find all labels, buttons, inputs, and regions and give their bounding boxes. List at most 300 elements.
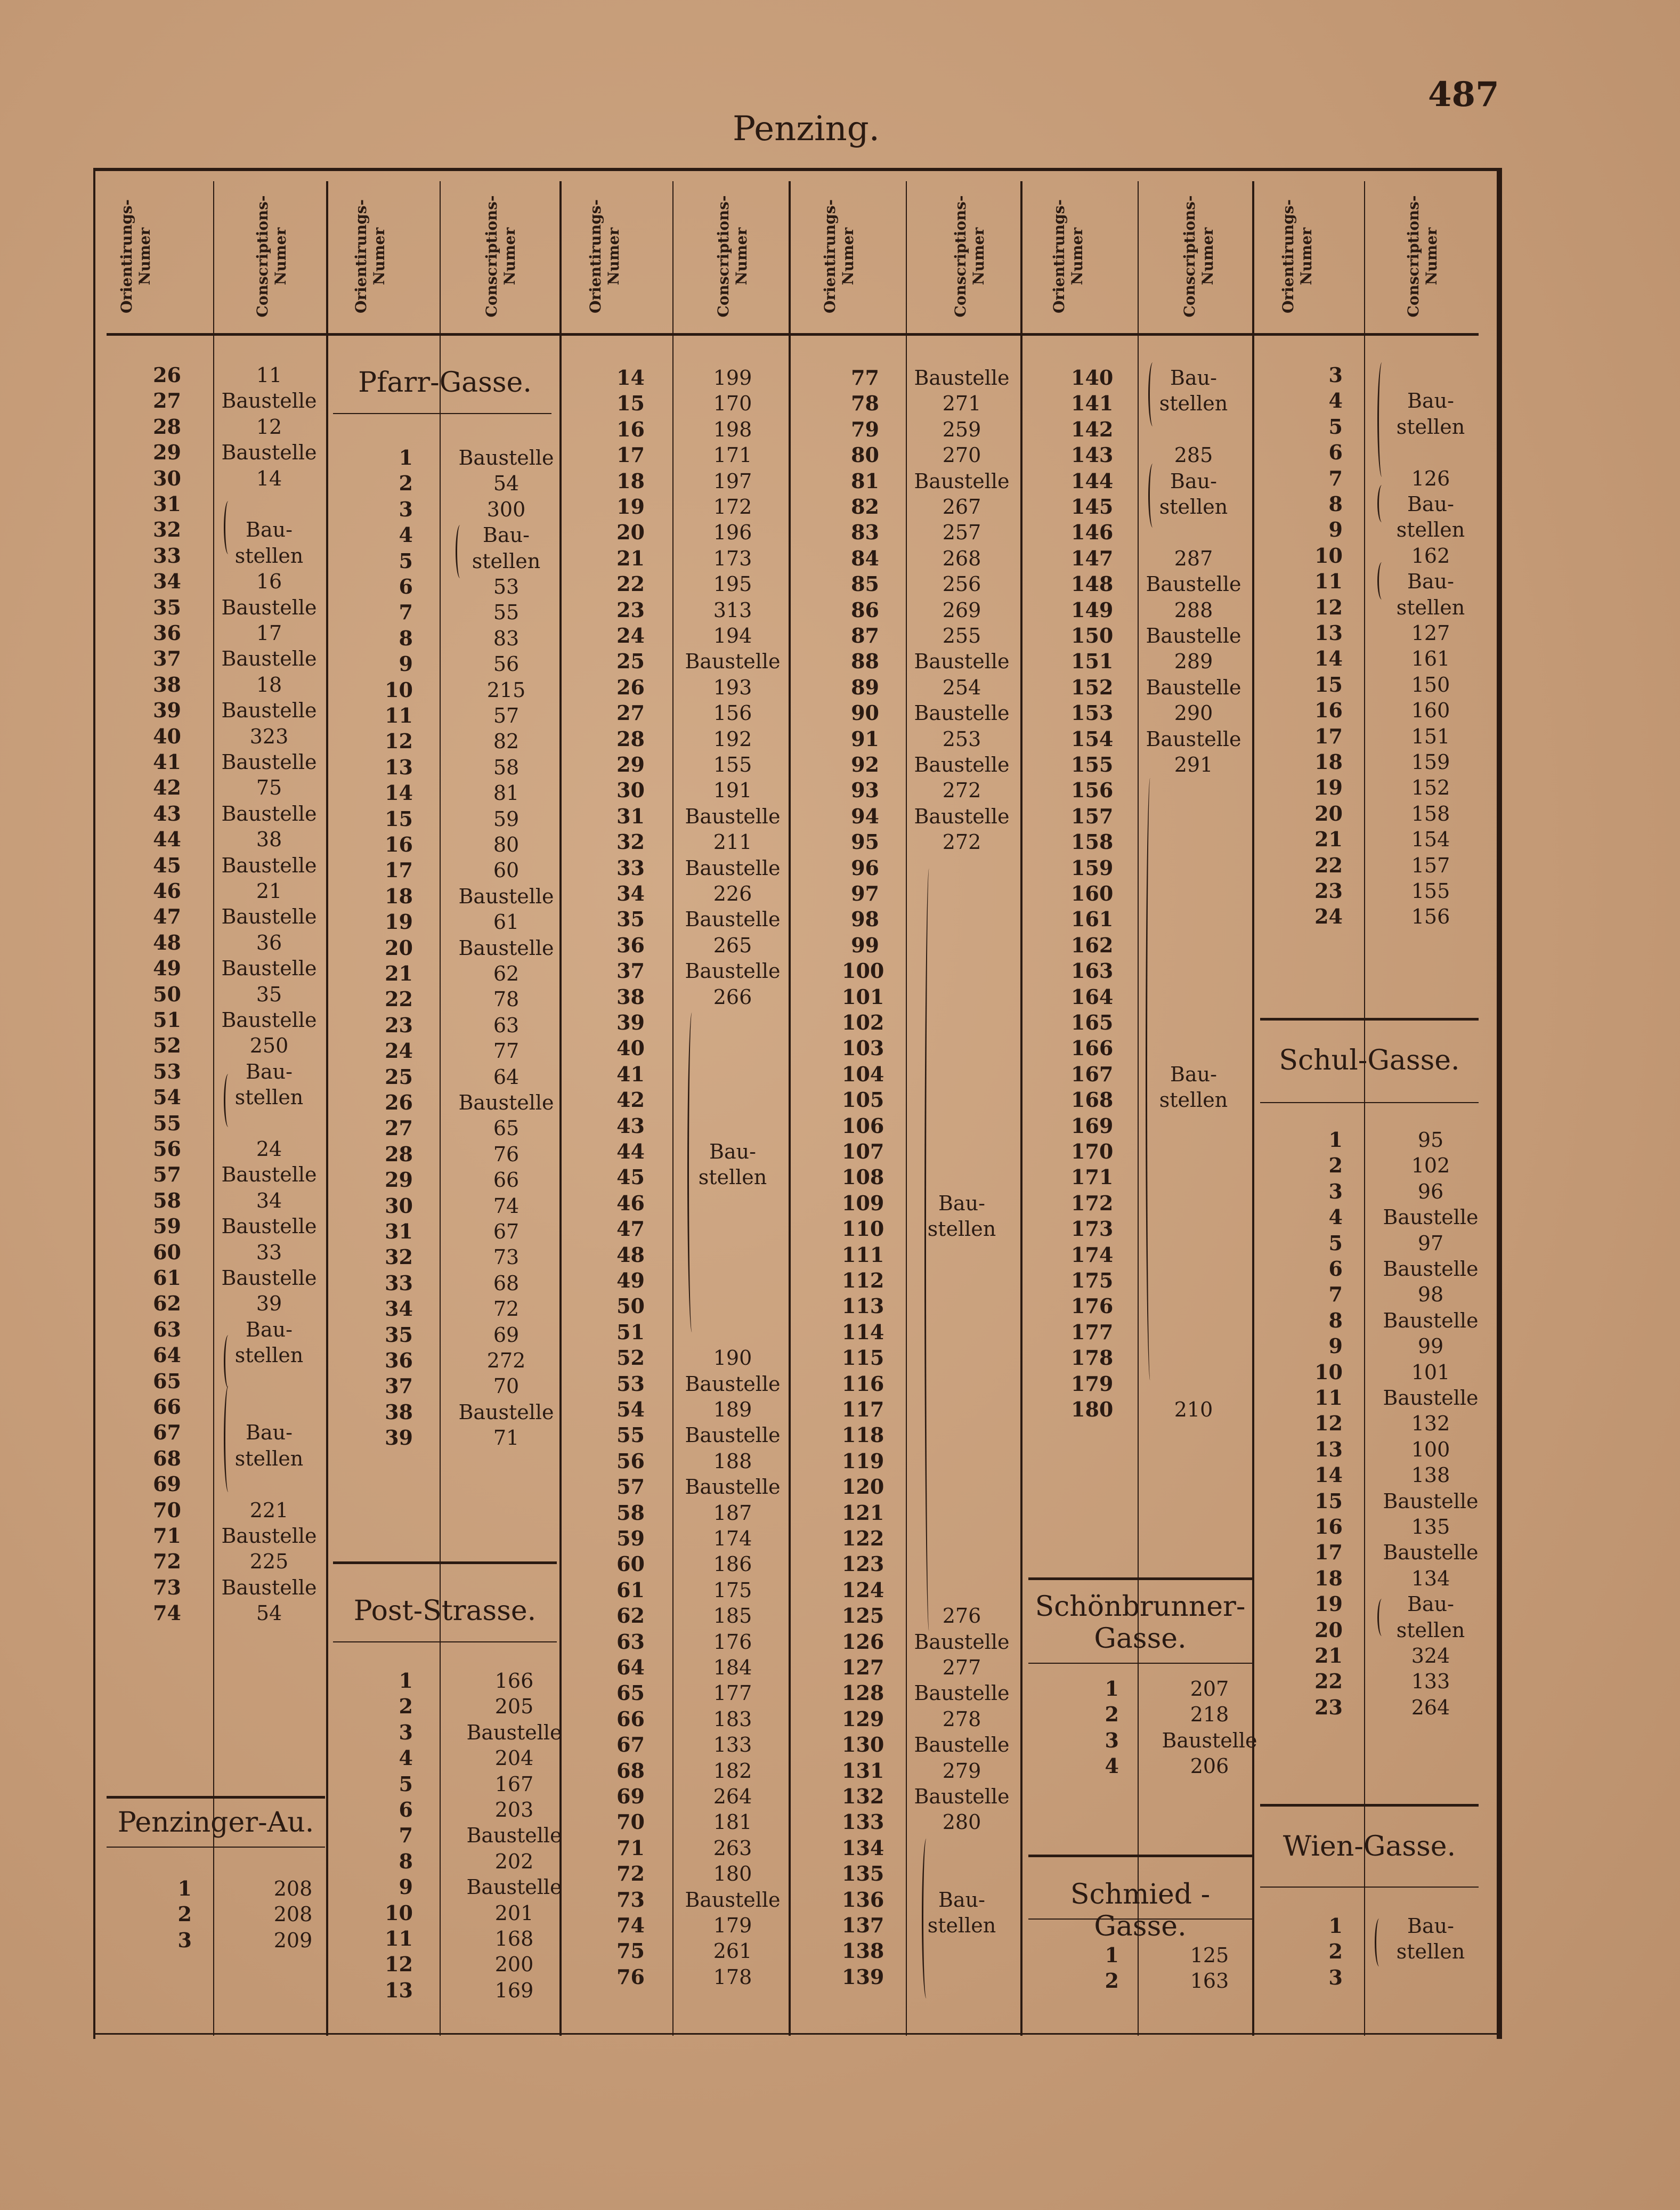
orient-number: 16: [616, 417, 645, 441]
section-title-penzinger-au: Penzinger-Au.: [117, 1807, 314, 1839]
orientirungs-header: [810, 180, 869, 332]
orient-number: 69: [616, 1784, 645, 1808]
consc-number: 195: [713, 572, 752, 596]
orient-number: 59: [153, 1214, 181, 1238]
orient-number: 34: [153, 569, 181, 594]
consc-number: 174: [713, 1527, 752, 1550]
consc-number: 155: [1411, 879, 1450, 903]
orient-number: 22: [1314, 1669, 1343, 1694]
consc-number: 78: [493, 987, 520, 1011]
orient-number: 153: [1071, 701, 1114, 725]
consc-number: 194: [713, 624, 752, 647]
consc-number: 266: [713, 985, 752, 1009]
consc-number: Baustelle: [1383, 1489, 1479, 1513]
consc-number: 180: [713, 1862, 752, 1886]
orient-number: 36: [153, 621, 181, 645]
brace-mark: [922, 1839, 931, 1998]
consc-number: 183: [713, 1707, 752, 1731]
consc-number: 290: [1174, 701, 1213, 725]
consc-number: Baustelle: [221, 957, 317, 981]
orient-number: 136: [842, 1887, 884, 1912]
orient-number: 146: [1071, 520, 1114, 545]
consc-number: Baustelle: [221, 647, 317, 671]
column-separator: [1020, 181, 1022, 2036]
orient-number: 7: [1328, 1282, 1343, 1307]
consc-number: Bau-: [1170, 366, 1217, 390]
consc-number: Baustelle: [1383, 1386, 1479, 1410]
orient-number: 11: [1314, 1386, 1343, 1410]
orient-number: 38: [385, 1399, 413, 1424]
orient-number: 18: [1314, 750, 1343, 774]
consc-number: 162: [1411, 544, 1450, 568]
orient-number: 73: [616, 1887, 645, 1912]
consc-number: 288: [1174, 598, 1213, 622]
orient-number: 3: [177, 1928, 192, 1952]
orient-number: 134: [842, 1835, 884, 1860]
orient-number: 97: [851, 881, 879, 905]
orient-number: 24: [1314, 904, 1343, 929]
orient-number: 35: [616, 907, 645, 932]
section-title-wien-gasse: Wien-Gasse.: [1283, 1831, 1456, 1863]
consc-number: Baustelle: [914, 469, 1010, 493]
orient-number: 44: [153, 827, 181, 852]
consc-number: Baustelle: [221, 699, 317, 723]
orient-number: 4: [1328, 388, 1343, 413]
orient-number: 38: [153, 672, 181, 697]
orient-number: 1: [177, 1876, 192, 1900]
orient-number: 46: [616, 1191, 645, 1215]
orient-number: 8: [399, 626, 413, 650]
orient-number: 79: [851, 417, 879, 441]
consc-number: 291: [1174, 753, 1213, 776]
consc-number: 221: [249, 1498, 289, 1522]
orient-number: 43: [153, 801, 181, 825]
orient-number: 39: [153, 698, 181, 723]
consc-number: Baustelle: [221, 853, 317, 877]
consc-number: 287: [1174, 546, 1213, 570]
consc-number: 33: [256, 1240, 282, 1264]
orient-number: 31: [616, 804, 645, 828]
orient-number: 98: [851, 907, 879, 932]
consc-number: Baustelle: [221, 1215, 317, 1238]
consc-number: 125: [1190, 1944, 1229, 1967]
consc-number: 256: [942, 572, 981, 596]
consc-number: 173: [713, 546, 752, 570]
orient-number: 51: [616, 1319, 645, 1344]
orient-number: 159: [1071, 855, 1114, 880]
orient-number: 27: [153, 388, 181, 413]
orient-number: 19: [385, 910, 413, 934]
orient-number: 90: [851, 701, 879, 725]
header-label: Conscriptions- Numer: [952, 195, 987, 318]
consc-number: 18: [256, 673, 282, 697]
consc-number: 154: [1411, 828, 1450, 852]
brace-mark: [224, 1074, 233, 1127]
consc-number: stellen: [1159, 495, 1228, 519]
orient-number: 138: [842, 1939, 884, 1963]
orient-number: 44: [616, 1139, 645, 1163]
orient-number: 37: [385, 1374, 413, 1398]
orient-number: 131: [842, 1758, 884, 1783]
page-number: 487: [1428, 75, 1499, 115]
consc-number: 169: [494, 1978, 534, 2002]
consc-number: 178: [713, 1965, 752, 1989]
header-label: Conscriptions- Numer: [254, 195, 289, 318]
orient-number: 38: [616, 984, 645, 1009]
header-label: Conscriptions- Numer: [483, 195, 518, 318]
orient-number: 37: [616, 959, 645, 983]
consc-number: 66: [493, 1168, 520, 1192]
orient-number: 30: [385, 1193, 413, 1218]
orient-number: 143: [1071, 443, 1114, 467]
consc-number: 73: [493, 1245, 520, 1269]
consc-number: Baustelle: [685, 1475, 781, 1499]
orient-number: 15: [385, 806, 413, 831]
orient-number: 20: [1314, 1617, 1343, 1642]
consc-number: 313: [713, 598, 752, 622]
consc-number: 76: [493, 1142, 520, 1166]
consc-number: 323: [249, 724, 289, 748]
orient-number: 30: [616, 778, 645, 803]
orient-number: 7: [399, 600, 413, 625]
consc-number: Baustelle: [221, 802, 317, 825]
orient-number: 167: [1071, 1062, 1114, 1086]
orient-number: 88: [851, 649, 879, 674]
orient-number: 42: [616, 1088, 645, 1112]
consc-number: 133: [713, 1733, 752, 1757]
section-title-schoenbrunner: Schönbrunner-: [1035, 1591, 1246, 1623]
orient-number: 37: [153, 646, 181, 671]
section-thin-rule: [333, 413, 551, 414]
orient-number: 17: [385, 858, 413, 883]
orient-number: 32: [153, 517, 181, 542]
consc-number: 175: [713, 1578, 752, 1602]
orient-number: 111: [842, 1242, 884, 1267]
consc-number: Baustelle: [458, 884, 554, 908]
orient-number: 152: [1071, 675, 1114, 699]
orient-number: 54: [616, 1397, 645, 1421]
orient-number: 53: [153, 1059, 181, 1083]
orient-number: 149: [1071, 597, 1114, 622]
consc-number: 267: [942, 495, 981, 519]
orient-number: 74: [153, 1601, 181, 1625]
header-label: Conscriptions- Numer: [715, 195, 750, 318]
orient-number: 145: [1071, 495, 1114, 519]
consc-number: 101: [1411, 1360, 1450, 1384]
consc-number: 226: [713, 882, 752, 905]
orient-number: 33: [385, 1270, 413, 1295]
header-label: Orientirungs- Numer: [587, 199, 622, 313]
orient-number: 27: [385, 1116, 413, 1140]
column-separator: [672, 181, 673, 2036]
consc-number: 54: [256, 1601, 282, 1625]
orient-number: 41: [153, 750, 181, 774]
orient-number: 47: [153, 904, 181, 929]
orient-number: 1: [1328, 1128, 1343, 1152]
consc-number: 152: [1411, 776, 1450, 800]
consc-number: 255: [942, 624, 981, 647]
consc-number: 163: [1190, 1969, 1229, 1993]
orient-number: 163: [1071, 959, 1114, 983]
orient-number: 86: [851, 597, 879, 622]
orient-number: 120: [842, 1475, 884, 1499]
orient-number: 126: [842, 1629, 884, 1654]
orient-number: 26: [385, 1090, 413, 1114]
orient-number: 3: [1105, 1728, 1119, 1752]
orient-number: 26: [616, 675, 645, 699]
orient-number: 64: [616, 1655, 645, 1679]
consc-number: stellen: [1396, 1618, 1465, 1642]
orient-number: 11: [385, 703, 413, 727]
orient-number: 23: [1314, 879, 1343, 903]
orient-number: 180: [1071, 1397, 1114, 1421]
orient-number: 40: [616, 1036, 645, 1061]
orient-number: 22: [385, 987, 413, 1011]
orient-number: 127: [842, 1655, 884, 1679]
orient-number: 29: [616, 752, 645, 776]
orient-number: 30: [153, 466, 181, 490]
consc-number: Bau-: [1407, 389, 1454, 413]
orient-number: 1: [399, 1669, 413, 1693]
orient-number: 139: [842, 1964, 884, 1989]
orient-number: 13: [385, 755, 413, 779]
orient-number: 133: [842, 1810, 884, 1834]
consc-number: 250: [249, 1034, 289, 1058]
consc-number: 170: [713, 392, 752, 416]
orient-number: 80: [851, 443, 879, 467]
brace-mark: [1377, 485, 1386, 522]
orient-number: 62: [616, 1604, 645, 1628]
orient-number: 109: [842, 1191, 884, 1215]
consc-number: 324: [1411, 1644, 1450, 1667]
orient-number: 81: [851, 468, 879, 493]
orient-number: 119: [842, 1448, 884, 1473]
consc-number: 181: [713, 1810, 752, 1834]
consc-number: Baustelle: [1383, 1257, 1479, 1281]
consc-number: 38: [256, 828, 282, 852]
orient-number: 4: [1105, 1754, 1119, 1778]
orient-number: 100: [842, 959, 884, 983]
consc-number: Bau-: [483, 523, 530, 547]
consc-number: 182: [713, 1759, 752, 1783]
consc-number: stellen: [1396, 415, 1465, 439]
orient-number: 70: [616, 1810, 645, 1834]
orient-number: 112: [842, 1268, 884, 1292]
consc-number: 263: [713, 1836, 752, 1860]
consc-number: 207: [1190, 1677, 1229, 1701]
orient-number: 1: [1105, 1677, 1119, 1701]
consc-number: Baustelle: [685, 1888, 781, 1912]
consc-number: 72: [493, 1297, 520, 1321]
consc-number: Bau-: [1407, 570, 1454, 594]
orient-number: 162: [1071, 933, 1114, 957]
header-label: Orientirungs- Numer: [118, 199, 153, 313]
consc-number: 69: [493, 1323, 520, 1347]
orient-number: 59: [616, 1526, 645, 1550]
orient-number: 14: [1314, 646, 1343, 671]
consc-number: 289: [1174, 650, 1213, 674]
consc-number: Baustelle: [914, 701, 1010, 725]
orient-number: 36: [616, 933, 645, 957]
orient-number: 91: [851, 726, 879, 751]
section-rule: [1260, 1804, 1479, 1807]
orient-number: 129: [842, 1706, 884, 1731]
orient-number: 142: [1071, 417, 1114, 441]
orient-number: 40: [153, 724, 181, 748]
consc-number: 197: [713, 469, 752, 493]
consc-number: Baustelle: [221, 750, 317, 774]
orient-number: 31: [153, 492, 181, 516]
orient-number: 23: [1314, 1695, 1343, 1719]
orient-number: 9: [399, 1875, 413, 1899]
consc-number: Baustelle: [466, 1720, 562, 1744]
orient-number: 123: [842, 1552, 884, 1576]
consc-number: 210: [1174, 1398, 1213, 1421]
orient-number: 43: [616, 1113, 645, 1138]
orient-number: 177: [1071, 1319, 1114, 1344]
section-thin-rule: [107, 1847, 325, 1848]
orient-number: 55: [616, 1423, 645, 1447]
orient-number: 99: [851, 933, 879, 957]
consc-number: 208: [273, 1877, 313, 1900]
orient-number: 2: [399, 471, 413, 496]
consc-number: Baustelle: [685, 856, 781, 880]
orient-number: 5: [399, 1771, 413, 1796]
consc-number: 264: [713, 1785, 752, 1808]
consc-number: 276: [942, 1604, 981, 1628]
consc-number: 185: [713, 1604, 752, 1628]
consc-number: 98: [1417, 1283, 1444, 1307]
consc-number: 278: [942, 1707, 981, 1731]
consc-number: 264: [1411, 1695, 1450, 1719]
consc-number: 75: [256, 776, 282, 800]
orient-number: 71: [616, 1835, 645, 1860]
orient-number: 4: [399, 1746, 413, 1770]
consc-number: Bau-: [246, 1421, 293, 1445]
consc-number: 82: [493, 730, 520, 754]
orient-number: 87: [851, 624, 879, 647]
consc-number: 61: [493, 910, 520, 934]
consc-number: 17: [256, 621, 282, 645]
orient-number: 61: [616, 1577, 645, 1602]
orient-number: 11: [385, 1926, 413, 1950]
orient-number: 6: [399, 574, 413, 598]
orient-number: 46: [153, 879, 181, 903]
orient-number: 20: [385, 935, 413, 960]
orient-number: 13: [385, 1978, 413, 2002]
orient-number: 18: [385, 884, 413, 908]
orientirungs-header: [1268, 180, 1327, 332]
consc-number: 206: [1190, 1754, 1229, 1778]
orient-number: 179: [1071, 1371, 1114, 1396]
orientirungs-header: [341, 180, 400, 332]
orient-number: 29: [385, 1168, 413, 1192]
consc-number: 253: [942, 727, 981, 751]
orient-number: 73: [153, 1575, 181, 1599]
orient-number: 140: [1071, 366, 1114, 390]
consc-number: 150: [1411, 673, 1450, 697]
consc-number: Baustelle: [221, 389, 317, 413]
consc-number: 171: [713, 443, 752, 467]
consc-number: Baustelle: [221, 905, 317, 929]
consc-number: 190: [713, 1346, 752, 1370]
consc-number: 186: [713, 1552, 752, 1576]
consc-number: 64: [493, 1065, 520, 1089]
column-separator: [1364, 181, 1365, 2036]
consc-number: 56: [493, 652, 520, 676]
consc-number: 265: [713, 933, 752, 957]
orient-number: 3: [399, 1720, 413, 1744]
orient-number: 174: [1071, 1242, 1114, 1267]
orient-number: 23: [385, 1013, 413, 1037]
consc-number: stellen: [234, 1446, 304, 1470]
orient-number: 169: [1071, 1113, 1114, 1138]
orientirungs-header: [1039, 180, 1098, 332]
orient-number: 34: [616, 881, 645, 905]
consc-number: Bau-: [1407, 1592, 1454, 1616]
orient-number: 72: [616, 1861, 645, 1886]
consc-number: Baustelle: [458, 1400, 554, 1424]
consc-number: 172: [713, 495, 752, 519]
orient-number: 66: [616, 1706, 645, 1731]
consc-number: 269: [942, 598, 981, 622]
orient-number: 42: [153, 775, 181, 800]
column-separator: [326, 181, 328, 2036]
orient-number: 63: [153, 1317, 181, 1341]
orient-number: 102: [842, 1010, 884, 1034]
section-rule: [1260, 1018, 1479, 1021]
orient-number: 45: [153, 853, 181, 877]
orient-number: 24: [616, 624, 645, 647]
orient-number: 150: [1071, 624, 1114, 647]
consc-number: Baustelle: [914, 753, 1010, 776]
orient-number: 6: [1328, 440, 1343, 465]
orient-number: 75: [616, 1939, 645, 1963]
orient-number: 128: [842, 1681, 884, 1705]
consc-number: stellen: [927, 1914, 996, 1937]
orient-number: 78: [851, 391, 879, 416]
consc-number: 261: [713, 1939, 752, 1963]
consc-number: 95: [1417, 1128, 1444, 1152]
orient-number: 18: [616, 468, 645, 493]
orient-number: 7: [399, 1823, 413, 1848]
consc-number: stellen: [234, 1343, 304, 1367]
orient-number: 48: [616, 1242, 645, 1267]
consc-number: 55: [493, 601, 520, 625]
consc-number: 157: [1411, 853, 1450, 877]
orient-number: 10: [1314, 543, 1343, 568]
consc-number: Baustelle: [1383, 1541, 1479, 1565]
consc-number: 67: [493, 1220, 520, 1243]
consc-number: 83: [493, 626, 520, 650]
consc-number: Baustelle: [685, 1372, 781, 1396]
orient-number: 21: [1314, 1644, 1343, 1667]
consc-number: Baustelle: [1146, 572, 1241, 596]
orient-number: 96: [851, 855, 879, 880]
orient-number: 27: [616, 701, 645, 725]
column-separator: [440, 181, 441, 2036]
consc-number: 167: [494, 1772, 534, 1796]
orient-number: 137: [842, 1913, 884, 1937]
consc-number: 138: [1411, 1463, 1450, 1487]
consc-number: 159: [1411, 750, 1450, 774]
consc-number: Baustelle: [1146, 727, 1241, 751]
consc-number: Bau-: [1407, 492, 1454, 516]
consc-number: 218: [1190, 1703, 1229, 1727]
consc-number: stellen: [234, 544, 304, 568]
consc-number: 285: [1174, 443, 1213, 467]
orient-number: 34: [385, 1297, 413, 1321]
